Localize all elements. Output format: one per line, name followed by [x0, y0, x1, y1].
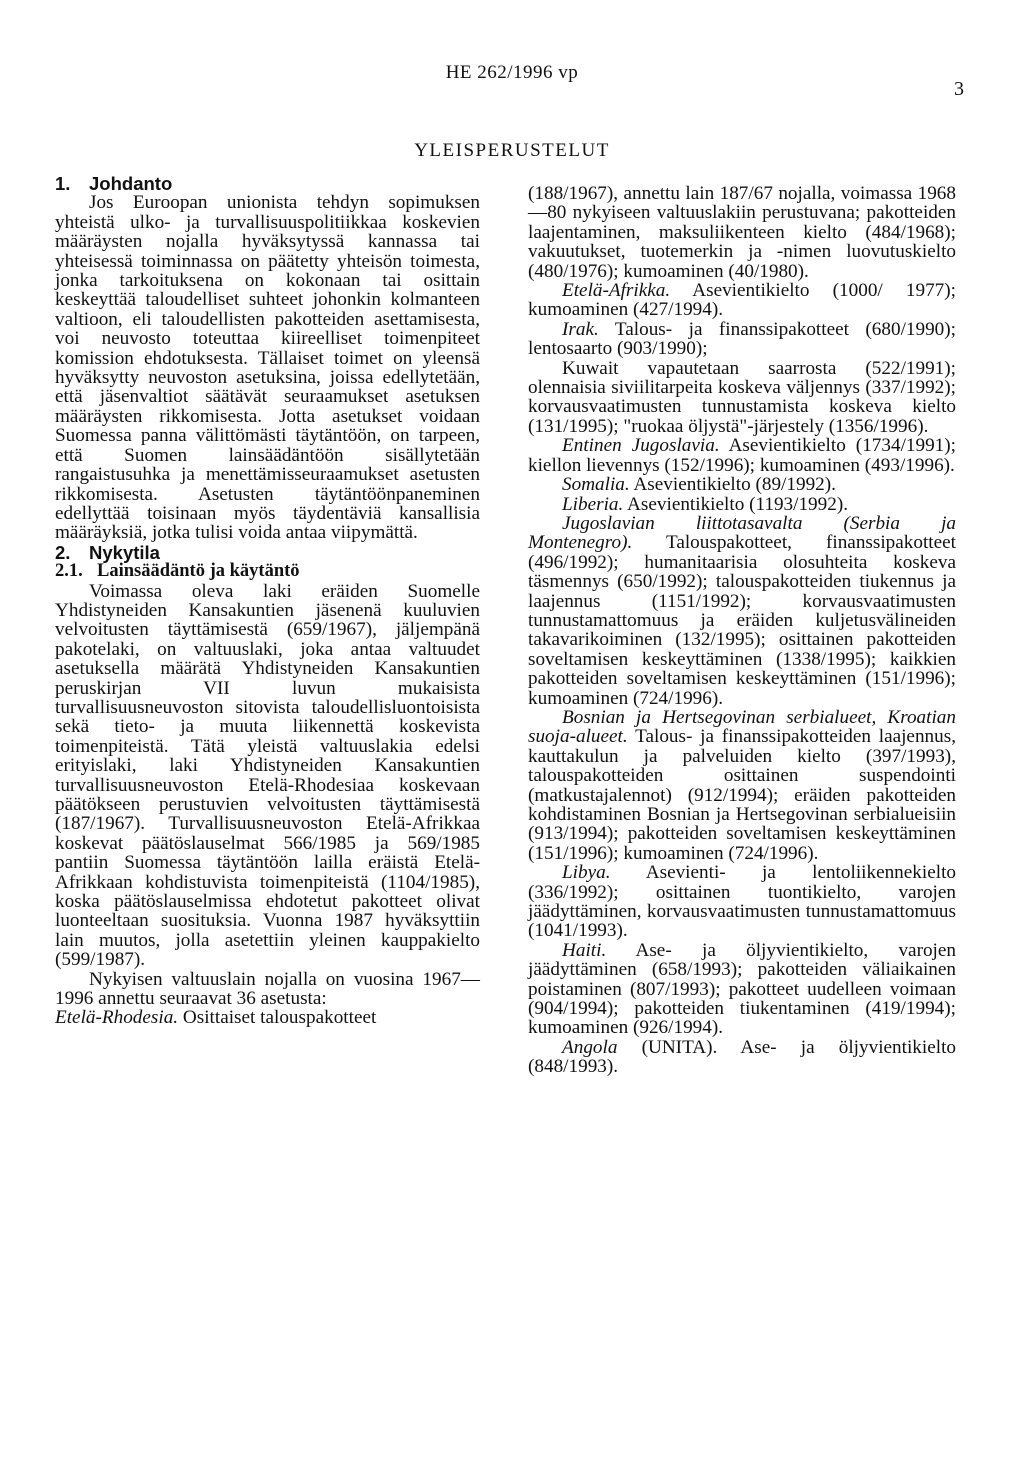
- country-name: Libya.: [562, 862, 611, 884]
- entry-text: Talouspakotteet, finanssipakotteet (496/1992); humanitaarisia olosuhteita koskeva täsmennys (650/1992); talouspakotteiden tiukennus ja laajennus (1151/1992); korvausvaatimusten tunnustamattomuus ja eräiden kuljetusvälineiden takavarikoiminen (132/1995); osittainen pakotteiden soveltamisen keskeyttäminen (1338/1995); kaikkien pakotteiden soveltamisen keskeyttäminen (151/1996); kumoaminen (724/1996).: [528, 532, 956, 709]
- entry-text: (UNITA). Ase- ja öljyvientikielto (848/1993).: [528, 1036, 956, 1078]
- entry-bosnian-serb-areas: [528, 708, 956, 863]
- heading-introduction: [55, 174, 480, 193]
- entry-libya: [528, 863, 956, 941]
- entry-iraq-continued: [528, 359, 956, 437]
- entry-text: Ase- ja öljyvientikielto, varojen jäädyttäminen (658/1993); pakotteiden väliaikainen poistaminen (807/1993); pakotteet uudelleen voimaan (904/1994); pakotteiden tiukentaminen (419/1994); kumoaminen (926/1994).: [528, 939, 956, 1039]
- country-name: Etelä-Rhodesia.: [55, 1007, 179, 1029]
- entry-text: Kuwait vapautetaan saarrosta (522/1991); olennaisia siviilitarpeita koskeva väljennys (337/1992); korvausvaatimusten tunnustamista koskeva kielto (131/1995); "ruokaa öljystä"-järjestely (1356/1996).: [528, 357, 956, 437]
- entry-federal-yugoslavia: [528, 514, 956, 708]
- country-name: Somalia.: [562, 474, 630, 496]
- heading-number: 2.1.: [55, 561, 83, 582]
- heading-number: 1.: [55, 173, 71, 194]
- entry-haiti: [528, 941, 956, 1038]
- heading-title: Lainsäädäntö ja käytäntö: [97, 561, 300, 582]
- heading-title: Johdanto: [89, 173, 173, 194]
- country-name: Entinen Jugoslavia.: [562, 435, 720, 457]
- page-number: 3: [954, 78, 964, 100]
- entry-iraq: [528, 320, 956, 359]
- heading-number: 2.: [55, 541, 71, 563]
- entry-south-rhodesia: [55, 1008, 480, 1027]
- heading-title: Nykytila: [89, 541, 160, 563]
- entry-south-africa: [528, 281, 956, 320]
- country-name: Liberia.: [562, 493, 624, 515]
- entry-text: Asevientikielto (1734/1991); kiellon lievennys (152/1996); kumoaminen (493/1996).: [528, 435, 957, 476]
- left-column: [55, 174, 480, 1028]
- entry-text: Asevienti- ja lentoliikennekielto (336/1992); osittainen tuontikielto, varojen jäädyttäminen, korvausvaatimusten tunnustamattomuus (1041/1993).: [528, 862, 956, 942]
- section-title: YLEISPERUSTELUT: [414, 140, 610, 161]
- entry-text: Asevientikielto (1193/1992).: [623, 493, 849, 515]
- country-name: Angola: [562, 1036, 618, 1058]
- entry-angola: [528, 1038, 956, 1077]
- law-paragraph: Voimassa oleva laki eräiden Suomelle Yhdistyneiden Kansakuntien jäsenenä kuuluvien velvoitusten täyttämisestä (659/1967), jäljempänä pakotelaki, on valtuuslaki, joka antaa valtuudet asetuksella määrätä Yhdistyneiden Kansakuntien peruskirjan VII luvun mukaisista turvallisuusneuvoston sitovista taloudellisluontoisista sekä tieto- ja muuta liikennettä koskevista toimenpiteistä. Tätä yleistä valtuuslakia edelsi erityislaki, laki Yhdistyneiden Kansakuntien turvallisuusneuvoston Etelä-Rhodesiaa koskevaan päätökseen perustuvien velvoitusten täyttämisestä (187/1967). Turvallisuusneuvoston Etelä-Afrikkaa koskevat päätöslauselmat 566/1985 ja 569/1985 pantiin Suomessa täytäntöön lailla eräistä Etelä-Afrikkaan kohdistuvista toimenpiteistä (1104/1985), koska päätöslauselmissa ehdotetut pakotteet olivat luonteeltaan suosituksia. Vuonna 1987 hyväksyttiin lain muutos, jolla asetettiin yleinen kauppakielto (599/1987).: [55, 580, 480, 971]
- decrees-intro: Nykyisen valtuuslain nojalla on vuosina 1967—1996 annettu seuraavat 36 asetusta:: [55, 968, 480, 1010]
- heading-current-state: [55, 543, 480, 562]
- country-name: Jugoslavian liittotasavalta (Serbia ja Montenegro).: [528, 512, 956, 554]
- entry-text: Talous- ja finanssipakotteiden laajennus, kauttakulun ja palveluiden kielto (397/1993), talouspakotteiden osittainen suspendointi (matkustajalennot) (912/1994); eräiden pakotteiden kohdistaminen Bosnian ja Hertsegovinan serbialueisiin (913/1994); pakotteiden soveltamisen keskeyttäminen (151/1996); kumoaminen (724/1996).: [528, 726, 956, 864]
- heading-legislation: [55, 562, 480, 581]
- running-head: HE 262/1996 vp: [445, 62, 579, 83]
- country-name: Irak.: [562, 318, 599, 340]
- entry-text: Asevientikielto (89/1992).: [629, 474, 836, 496]
- entry-text: Osittaiset talouspakotteet: [178, 1007, 377, 1029]
- country-name: Etelä-Afrikka.: [562, 280, 671, 302]
- entry-somalia: [528, 475, 956, 494]
- country-name: Haiti.: [562, 939, 607, 961]
- entry-liberia: [528, 495, 956, 514]
- intro-paragraph: Jos Euroopan unionista tehdyn sopimuksen yhteistä ulko- ja turvallisuuspolitiikkaa koskevien määräysten nojalla hyväksytyssä kannassa tai yhteisessä toiminnassa on päätetty yhteisön toimesta, jonka tarkoituksena on kokonaan tai osittain keskeyttää taloudelliset suhteet johonkin kolmanteen valtioon, eli taloudellisten pakotteiden asettamisesta, voi neuvosto toteuttaa kiireelliset toimenpiteet komission ehdotuksesta. Tällaiset toimet on yleensä hyväksytty neuvoston asetuksina, joissa edellytetään, että jäsenvaltiot säätävät seuraamukset asetuksen määräysten rikkomisesta. Jotta asetukset voidaan Suomessa panna välittömästi täytäntöön, on tarpeen, että Suomen lainsäädäntöön sisällytetään rangaistusuhka ja menettämisseuraamukset asetusten rikkomisesta. Asetusten täytäntöönpaneminen edellyttää toisinaan myös täydentäviä kansallisia määräyksiä, jotka tulisi voida antaa viipymättä.: [55, 192, 480, 544]
- entry-former-yugoslavia: [528, 436, 956, 475]
- right-column: [528, 184, 956, 1077]
- rhodesia-continued: (188/1967), annettu lain 187/67 nojalla, voimassa 1968—80 nykyiseen valtuuslakiin perustuvana; pakotteiden laajentaminen, maksuliikenteen kielto (484/1968); vakuutukset, tuotemerkin ja -nimen luovutuskielto (480/1976); kumoaminen (40/1980).: [528, 183, 956, 282]
- country-name: Bosnian ja Hertsegovinan serbialueet, Kroatian suoja-alueet.: [528, 706, 956, 748]
- entry-text: Talous- ja finanssipakotteet (680/1990); lentosaarto (903/1990);: [528, 318, 956, 360]
- entry-text: Asevientikielto (1000/ 1977); kumoaminen (427/1994).: [528, 280, 956, 321]
